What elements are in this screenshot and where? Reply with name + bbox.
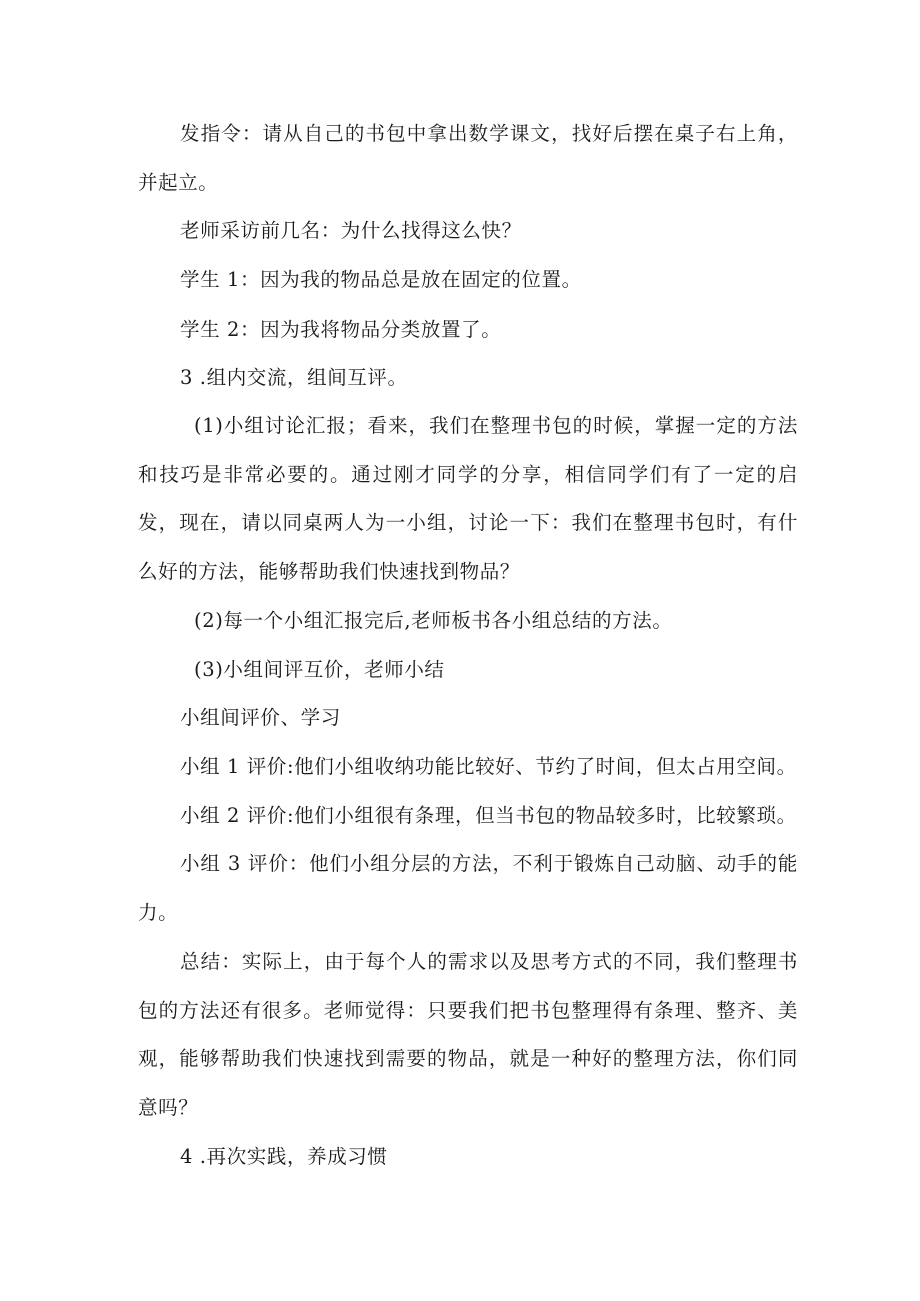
paragraph-student-1: 学生 1：因为我的物品总是放在固定的位置。: [180, 268, 582, 291]
paragraph-group-2-evaluation: 小组 2 评价:他们小组很有条理，但当书包的物品较多时，比较繁琐。: [180, 804, 797, 827]
paragraph-group-report: (2)每一个小组汇报完后,老师板书各小组总结的方法。: [194, 609, 673, 632]
paragraph-teacher-question: 老师采访前几名：为什么找得这么快？: [180, 219, 522, 242]
paragraph-group-discussion: (1)小组讨论汇报；看来，我们在整理书包的时候，掌握一定的方法和技巧是非常必要的。通过刚才同学的分享，相信同学们有了一定的启发，现在，请以同桌两人为一小组，讨论一下：我们在整理书包时，有什么好的方法，能够帮助我们快速找到物品？: [138, 414, 798, 583]
paragraph-section-3: 3 .组内交流，组间互评。: [180, 366, 408, 389]
paragraph-student-2: 学生 2：因为我将物品分类放置了。: [180, 318, 502, 341]
paragraph-section-4: 4 .再次实践，养成习惯: [180, 1145, 388, 1168]
paragraph-group-3-evaluation: 小组 3 评价：他们小组分层的方法，不利于锻炼自己动脑、动手的能力。: [138, 852, 798, 924]
paragraph-mutual-evaluation: (3)小组间评互价，老师小结: [194, 658, 445, 681]
paragraph-instruction: 发指令：请从自己的书包中拿出数学课文，找好后摆在桌子右上角，并起立。: [138, 122, 798, 194]
paragraph-evaluation-heading: 小组间评价、学习: [180, 706, 341, 729]
paragraph-group-1-evaluation: 小组 1 评价:他们小组收纳功能比较好、节约了时间，但太占用空间。: [180, 755, 797, 778]
paragraph-summary: 总结：实际上，由于每个人的需求以及思考方式的不同，我们整理书包的方法还有很多。老师觉得：只要我们把书包整理得有条理、整齐、美观，能够帮助我们快速找到需要的物品，就是一种好的整理方法，你们同意吗？: [138, 950, 798, 1119]
